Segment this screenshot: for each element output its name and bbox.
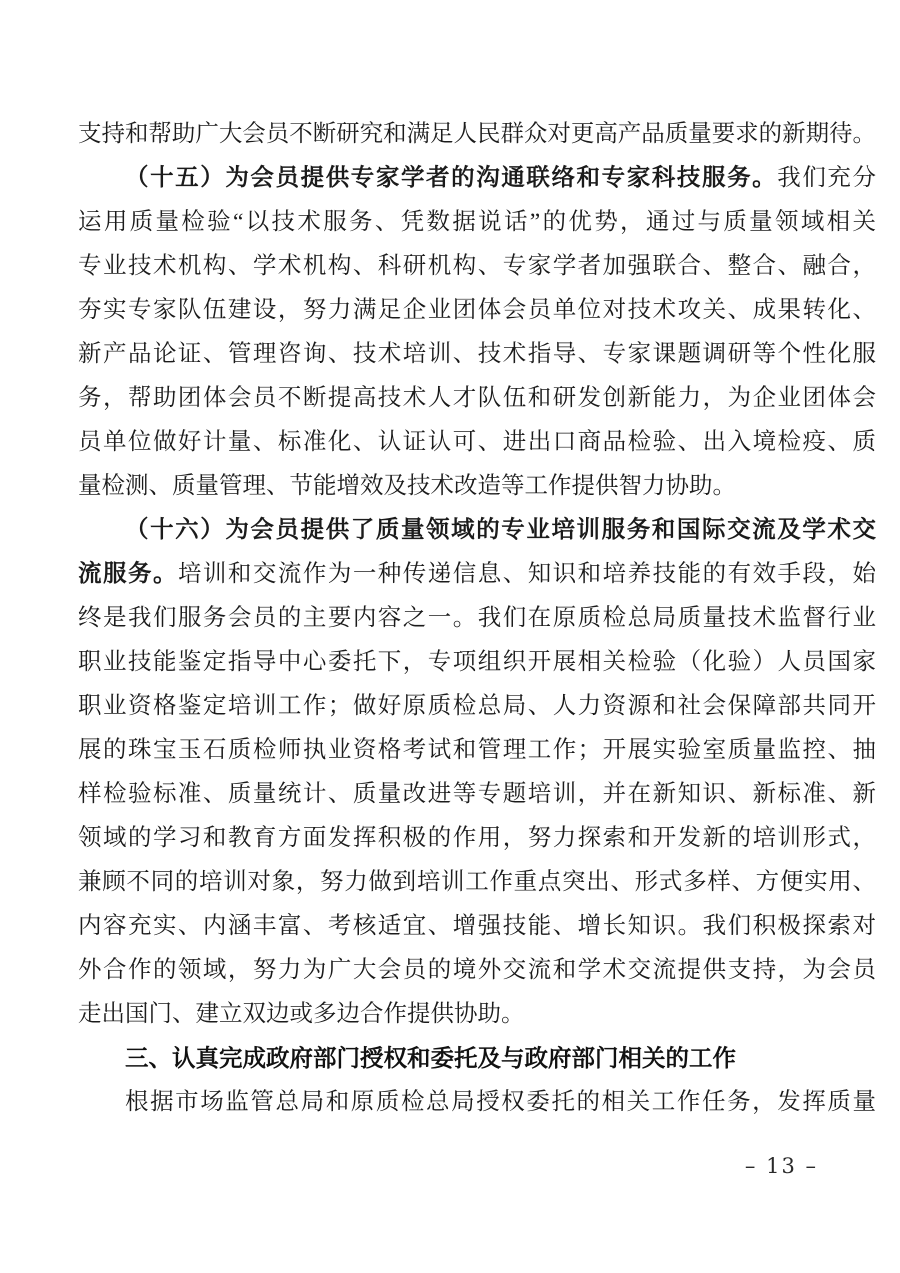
text-run: 新产品论证、管理咨询、技术培训、技术指导、专家课题调研等个性化服 (78, 341, 876, 367)
text-run: 样检验标准、质量统计、质量改进等专题培训，并在新知识、新标准、新 (78, 781, 876, 807)
text-line (78, 948, 876, 992)
text-line (78, 420, 876, 464)
text-line (78, 244, 876, 288)
text-line (78, 816, 876, 860)
text-run: 职业技能鉴定指导中心委托下，专项组织开展相关检验（化验）人员国家 (78, 649, 876, 675)
text-run: 领域的学习和教育方面发挥积极的作用，努力探索和开发新的培训形式， (78, 825, 876, 851)
text-line (78, 508, 876, 552)
text-line (78, 1036, 876, 1080)
text-run: 专业技术机构、学术机构、科研机构、专家学者加强联合、整合、融合， (78, 253, 876, 279)
text-run: 夯实专家队伍建设，努力满足企业团体会员单位对技术攻关、成果转化、 (78, 297, 876, 323)
bold-text-run: （十五）为会员提供专家学者的沟通联络和专家科技服务。 (125, 165, 778, 191)
text-line (78, 640, 876, 684)
bold-text-run: 三、认真完成政府部门授权和委托及与政府部门相关的工作 (125, 1045, 736, 1071)
text-run: 职业资格鉴定培训工作；做好原质检总局、人力资源和社会保障部共同开 (78, 693, 876, 719)
paragraph-item-16 (78, 508, 876, 1036)
text-run: 务，帮助团体会员不断提高技术人才队伍和研发创新能力，为企业团体会 (78, 385, 876, 411)
text-line (78, 156, 876, 200)
page-number: – 13 – (744, 1154, 818, 1178)
text-run: 走出国门、建立双边或多边合作提供协助。 (78, 1001, 525, 1027)
text-line (78, 1080, 876, 1124)
text-line (78, 684, 876, 728)
text-line (78, 376, 876, 420)
text-run: 员单位做好计量、标准化、认证认可、进出口商品检验、出入境检疫、质 (78, 429, 876, 455)
bold-text-run: 流服务。 (78, 561, 178, 587)
section-heading-3 (78, 1036, 876, 1080)
text-run: 内容充实、内涵丰富、考核适宜、增强技能、增长知识。我们积极探索对 (78, 913, 876, 939)
text-line (78, 596, 876, 640)
text-run: 兼顾不同的培训对象，努力做到培训工作重点突出、形式多样、方便实用、 (78, 869, 876, 895)
text-line (78, 904, 876, 948)
text-run: 外合作的领域，努力为广大会员的境外交流和学术交流提供支持，为会员 (78, 957, 876, 983)
text-line (78, 200, 876, 244)
text-run: 展的珠宝玉石质检师执业资格考试和管理工作；开展实验室质量监控、抽 (78, 737, 876, 763)
text-run: 量检测、质量管理、节能增效及技术改造等工作提供智力协助。 (78, 473, 736, 499)
text-run: 培训和交流作为一种传递信息、知识和培养技能的有效手段，始 (177, 561, 877, 587)
text-line (78, 552, 876, 596)
text-line (78, 992, 876, 1036)
text-line (78, 464, 876, 508)
text-run: 运用质量检验“以技术服务、凭数据说话”的优势，通过与质量领域相关 (78, 209, 876, 235)
text-line (78, 728, 876, 772)
text-line (78, 772, 876, 816)
text-line (78, 860, 876, 904)
paragraph-item-15 (78, 156, 876, 508)
text-run: 根据市场监管总局和原质检总局授权委托的相关工作任务，发挥质量 (125, 1089, 876, 1115)
text-run: 我们充分 (777, 165, 877, 191)
bold-text-run: （十六）为会员提供了质量领域的专业培训服务和国际交流及学术交 (125, 517, 876, 543)
text-run: 支持和帮助广大会员不断研究和满足人民群众对更高产品质量要求的新期待。 (78, 121, 876, 147)
text-line (78, 288, 876, 332)
text-line (78, 112, 876, 156)
text-run: 终是我们服务会员的主要内容之一。我们在原质检总局质量技术监督行业 (78, 605, 876, 631)
document-body (78, 112, 876, 1124)
paragraph-continuation (78, 112, 876, 156)
text-line (78, 332, 876, 376)
paragraph-body (78, 1080, 876, 1124)
